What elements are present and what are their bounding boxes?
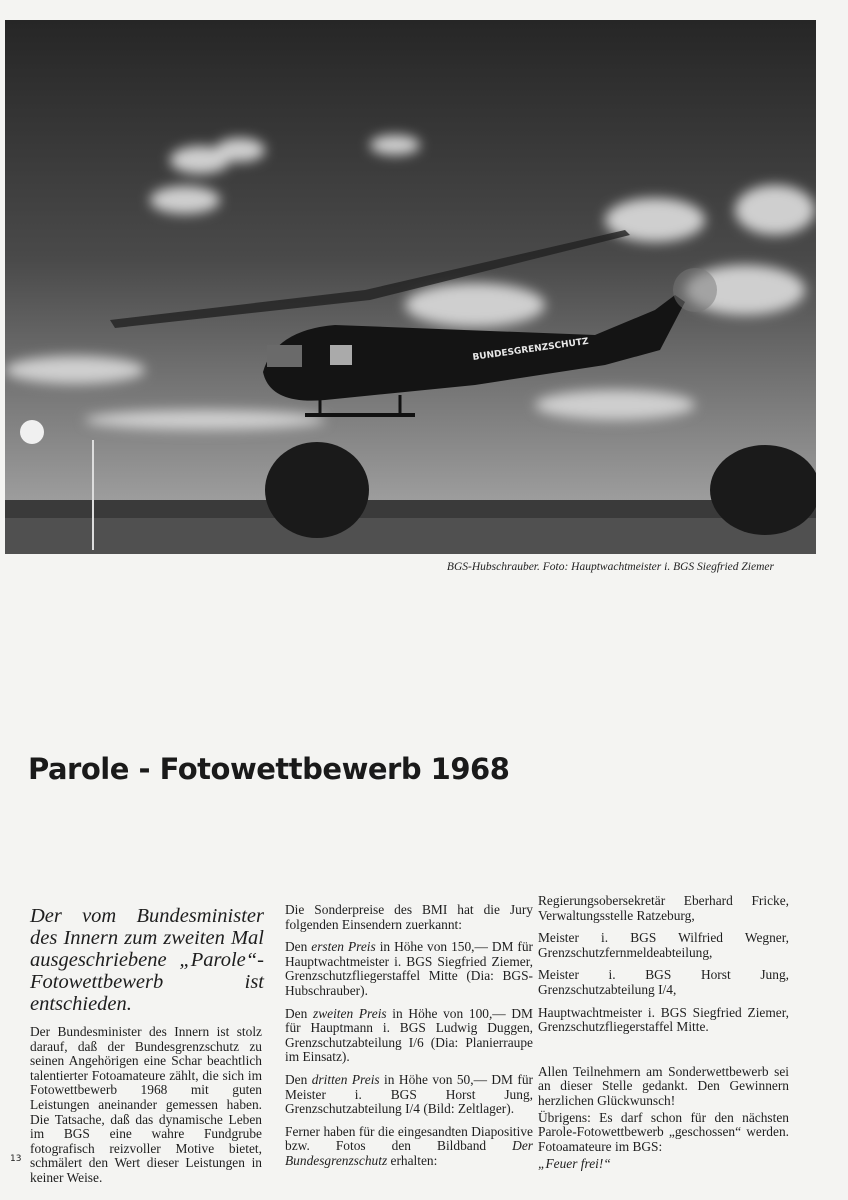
photo-caption: BGS-Hubschrauber. Foto: Hauptwachtmeister i. BGS Siegfried Ziemer (446, 561, 774, 573)
recipient: Meister i. BGS Horst Jung, Grenzschutzabteilung I/4, (538, 967, 789, 997)
thanks-paragraph: Allen Teilnehmern am Sonderwettbewerb sei an dieser Stelle gedankt. Den Gewinnern herzlichen Glückwunsch! (538, 1063, 789, 1108)
third-prize: Den dritten Preis in Höhe von 50,— DM für Meister i. BGS Horst Jung, Grenzschutzabteilung I/4 (Bild: Zeltlager). (285, 1071, 533, 1117)
field (5, 515, 816, 554)
lead-paragraph: Der vom Bundesminister des Innern zum zweiten Mal ausgeschriebene „Parole“-Fotowettbewerb ist entschieden. (30, 905, 264, 1015)
slogan: „Feuer frei!“ (538, 1156, 611, 1172)
recipient: Meister i. BGS Wilfried Wegner, Grenzschutzfernmeldeabteilung, (538, 930, 789, 960)
body-paragraph: Der Bundesminister des Innern ist stolz darauf, daß der Bundesgrenzschutz zu seinen Angehörigen eine Schar beachtlich talentierter Fotoamateure zählt, die sich im Fotowettbewerb 1968 mit guten Leistungen aneinander gemessen haben. Die Tatsache, daß das dynamische Leben im BGS eine wahre Fundgrube fotografisch reizvoller Motive bietet, schmälert den Wert dieser Leistungen in keiner Weise. (30, 1024, 262, 1185)
recipient: Hauptwachtmeister i. BGS Siegfried Ziemer, Grenzschutzfliegerstaffel Mitte. (538, 1004, 789, 1035)
page-number: 13 (10, 1154, 22, 1164)
prizes-intro: Die Sonderpreise des BMI hat die Jury folgenden Einsendern zuerkannt: (285, 902, 533, 932)
recipient: Regierungsobersekretär Eberhard Fricke, Verwaltungsstelle Ratzeburg, (538, 893, 789, 923)
helicopter-photo (5, 20, 816, 554)
further-prizes: Ferner haben für die eingesandten Diapositive bzw. Fotos den Bildband Der Bundesgrenzschutz erhalten: (285, 1123, 533, 1168)
column-1 (30, 1025, 262, 1194)
first-prize: Den ersten Preis in Höhe von 150,— DM für Hauptwachtmeister i. BGS Siegfried Ziemer, Grenzschutzfliegerstaffel Mitte (Dia: BGS-Hubschrauber). (285, 939, 533, 998)
closing-paragraph: Übrigens: Es darf schon für den nächsten Parole-Fotowettbewerb „geschossen“ werden. Fotoamateure im BGS: (538, 1109, 789, 1154)
article-title: Parole - Fotowettbewerb 1968 (28, 752, 510, 786)
column-2 (285, 903, 533, 1177)
second-prize: Den zweiten Preis in Höhe von 100,— DM für Hauptmann i. BGS Ludwig Duggen, Grenzschutzabteilung I/6 (Dia: Planierraupe im Einsatz). (285, 1005, 533, 1065)
svg-text:BUNDESGRENZSCHUTZ: BUNDESGRENZSCHUTZ (472, 336, 590, 363)
sun (20, 420, 44, 444)
column-3 (538, 894, 789, 1180)
